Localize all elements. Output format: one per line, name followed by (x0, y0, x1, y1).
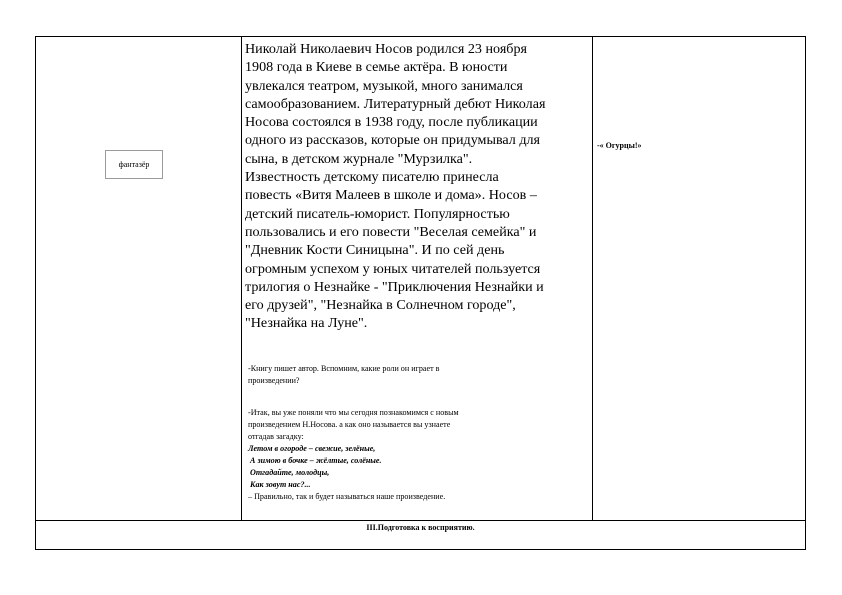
intro-line: произведением Н.Носова. а как оно называется вы узнаете (248, 420, 451, 429)
bio-line: одного из рассказов, которые он придумывал для (245, 132, 541, 149)
question-line: -Книгу пишет автор. Вспомним, какие роли он играет в (248, 364, 440, 373)
lesson-table (35, 36, 806, 550)
riddle-block (248, 407, 593, 503)
question-block (248, 363, 593, 387)
bio-line: увлекался театром, музыкой, много занимался (245, 77, 523, 94)
bio-line: Известность детскому писателю принесла (245, 169, 499, 186)
bio-line: "Дневник Кости Синицына". И по сей день (245, 242, 505, 259)
bio-line: самообразованием. Литературный дебют Николая (245, 95, 546, 112)
expected-answer: -« Огурцы!» (597, 141, 642, 150)
bio-line: "Незнайка на Луне". (245, 315, 368, 332)
vocabulary-word-cell (105, 150, 163, 179)
bio-line: повесть «Витя Малеев в школе и дома». Носов – (245, 187, 537, 204)
bio-line: Носова состоялся в 1938 году, после публикации (245, 114, 538, 131)
answer-line: – Правильно, так и будет называться наше произведение. (248, 492, 446, 501)
bio-line: 1908 года в Киеве в семье актёра. В юности (245, 59, 508, 76)
riddle-line: А зимою в бочке – жёлтые, солёные. (248, 456, 382, 465)
bio-line: пользовались и его повести "Веселая семейка" и (245, 223, 537, 240)
section-heading: III.Подготовка к восприятию. (366, 523, 475, 532)
bio-line: детский писатель-юморист. Популярностью (245, 205, 510, 222)
biography-text (245, 40, 590, 333)
riddle-line: Отгадайте, молодцы, (248, 468, 330, 477)
row-divider (36, 520, 805, 521)
vocabulary-word: фантазёр (118, 160, 150, 169)
intro-line: -Итак, вы уже поняли что мы сегодня познакомимся с новым (248, 408, 459, 417)
bio-line: Николай Николаевич Носов родился 23 ноября (245, 41, 528, 57)
column-divider-1 (241, 37, 242, 520)
question-line: произведении? (248, 376, 300, 385)
riddle-line: Летом в огороде – свежие, зелёные, (248, 444, 376, 453)
bio-line: трилогия о Незнайке - "Приключения Незнайки и (245, 278, 544, 295)
riddle-line: Как зовут нас?... (248, 480, 311, 489)
intro-line: отгадав загадку: (248, 432, 304, 441)
bio-line: сына, в детском журнале "Мурзилка". (245, 150, 473, 167)
bio-line: его друзей", "Незнайка в Солнечном городе", (245, 297, 516, 314)
bio-line: огромным успехом у юных читателей пользуется (245, 260, 541, 277)
